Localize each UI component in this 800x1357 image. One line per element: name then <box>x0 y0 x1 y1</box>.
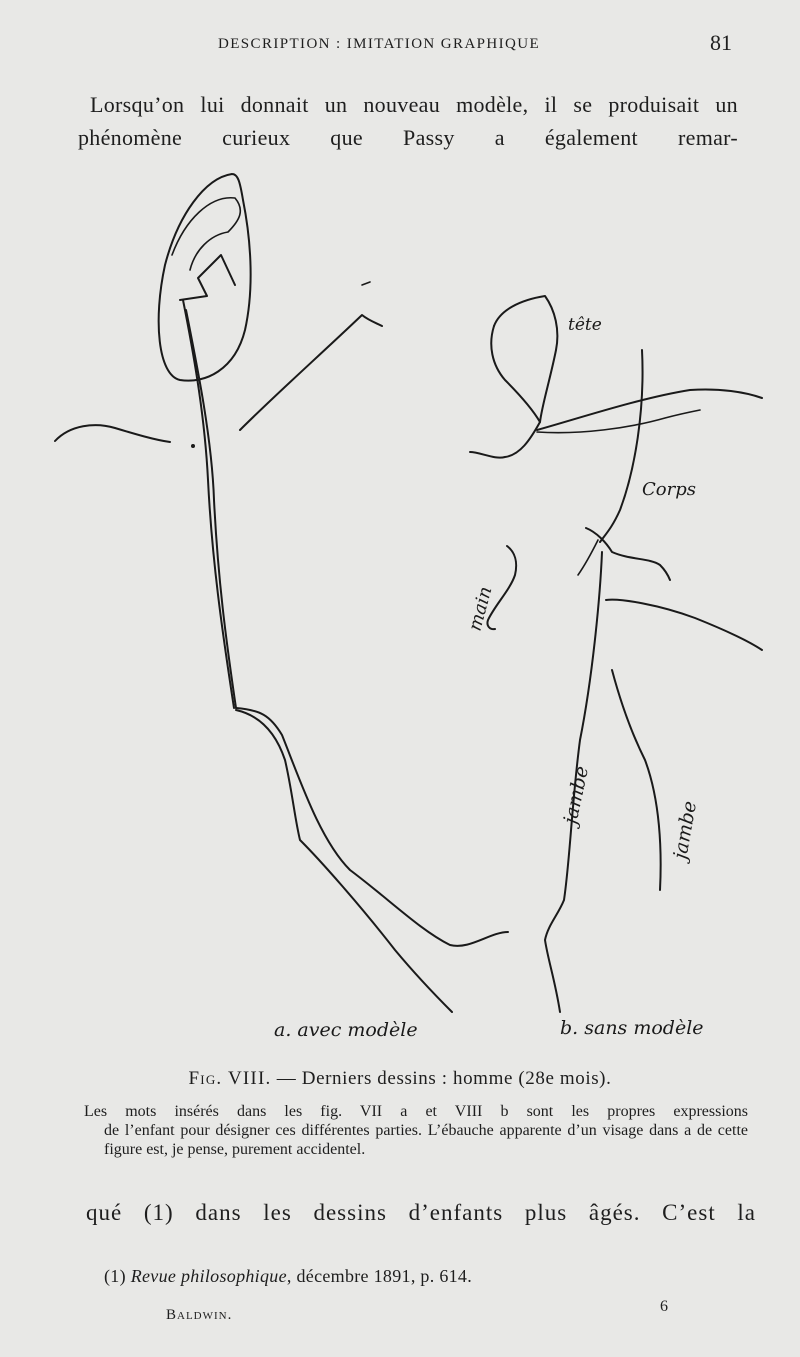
right-arm <box>240 315 382 430</box>
label-main: main <box>464 584 497 634</box>
body-b-upper <box>600 350 643 542</box>
label-tete: tête <box>568 315 602 335</box>
head-b <box>470 296 557 458</box>
drawing-a <box>55 174 508 1012</box>
label-jambe-right: jambe <box>669 799 702 861</box>
figure-drawing <box>0 160 800 1060</box>
arm-b-right <box>606 600 762 650</box>
footnote-marker: (1) <box>104 1266 126 1286</box>
crossing-b-left <box>578 540 598 575</box>
hand-b <box>487 546 516 629</box>
running-head: DESCRIPTION : IMITATION GRAPHIQUE <box>218 36 541 52</box>
face-zigzag <box>180 255 235 300</box>
leg-a-outer <box>236 708 508 946</box>
caption-b: b. sans modèle <box>560 1017 704 1039</box>
figure-note <box>84 1102 748 1159</box>
figure-viii <box>0 160 800 1060</box>
footnote <box>104 1266 472 1287</box>
footnote-rest: , décembre 1891, p. 614. <box>286 1266 473 1286</box>
head-inner-loop <box>172 198 240 270</box>
body-line-2 <box>186 310 236 708</box>
tick-mark <box>362 282 370 285</box>
label-jambe-left: jambe <box>559 764 594 827</box>
signature: Baldwin. <box>166 1307 233 1323</box>
paragraph-top: Lorsqu’on lui donnait un nouveau modèle, il se produisait un phénomène curieux que Passy a également remar- <box>78 92 738 150</box>
body-line-1 <box>183 300 234 708</box>
figure-note-rest: de l’enfant pour désigner ces différentes parties. L’ébauche apparente d’un visage dans a de cette figure est, je pense, purement accidentel. <box>104 1122 748 1158</box>
arm-b-lower <box>537 410 700 433</box>
leg-b-right <box>612 670 661 890</box>
head-b-left <box>491 326 540 422</box>
head-outer-loop <box>159 174 251 381</box>
footnote-journal: Revue philosophique <box>130 1266 287 1286</box>
sheet-number: 6 <box>660 1298 668 1315</box>
label-corps: Corps <box>642 479 696 500</box>
leg-a-inner <box>236 710 452 1012</box>
left-arm <box>55 425 170 442</box>
figure-caption-text: — Derniers dessins : homme (28e mois). <box>276 1068 612 1089</box>
page-number: 81 <box>710 30 732 55</box>
figure-caption <box>0 1068 800 1090</box>
caption-a: a. avec modèle <box>274 1019 418 1041</box>
dot-mark <box>191 444 195 448</box>
arm-b-long <box>537 389 762 430</box>
paragraph-bottom: qué (1) dans les dessins d’enfants plus âgés. C’est la <box>86 1200 756 1225</box>
drawing-b <box>470 296 762 1012</box>
figure-caption-label: Fig. VIII. <box>188 1068 272 1089</box>
crossing-b <box>586 528 670 580</box>
figure-note-line1: Les mots insérés dans les fig. VII a et VIII b sont les propres expressions <box>84 1103 748 1120</box>
